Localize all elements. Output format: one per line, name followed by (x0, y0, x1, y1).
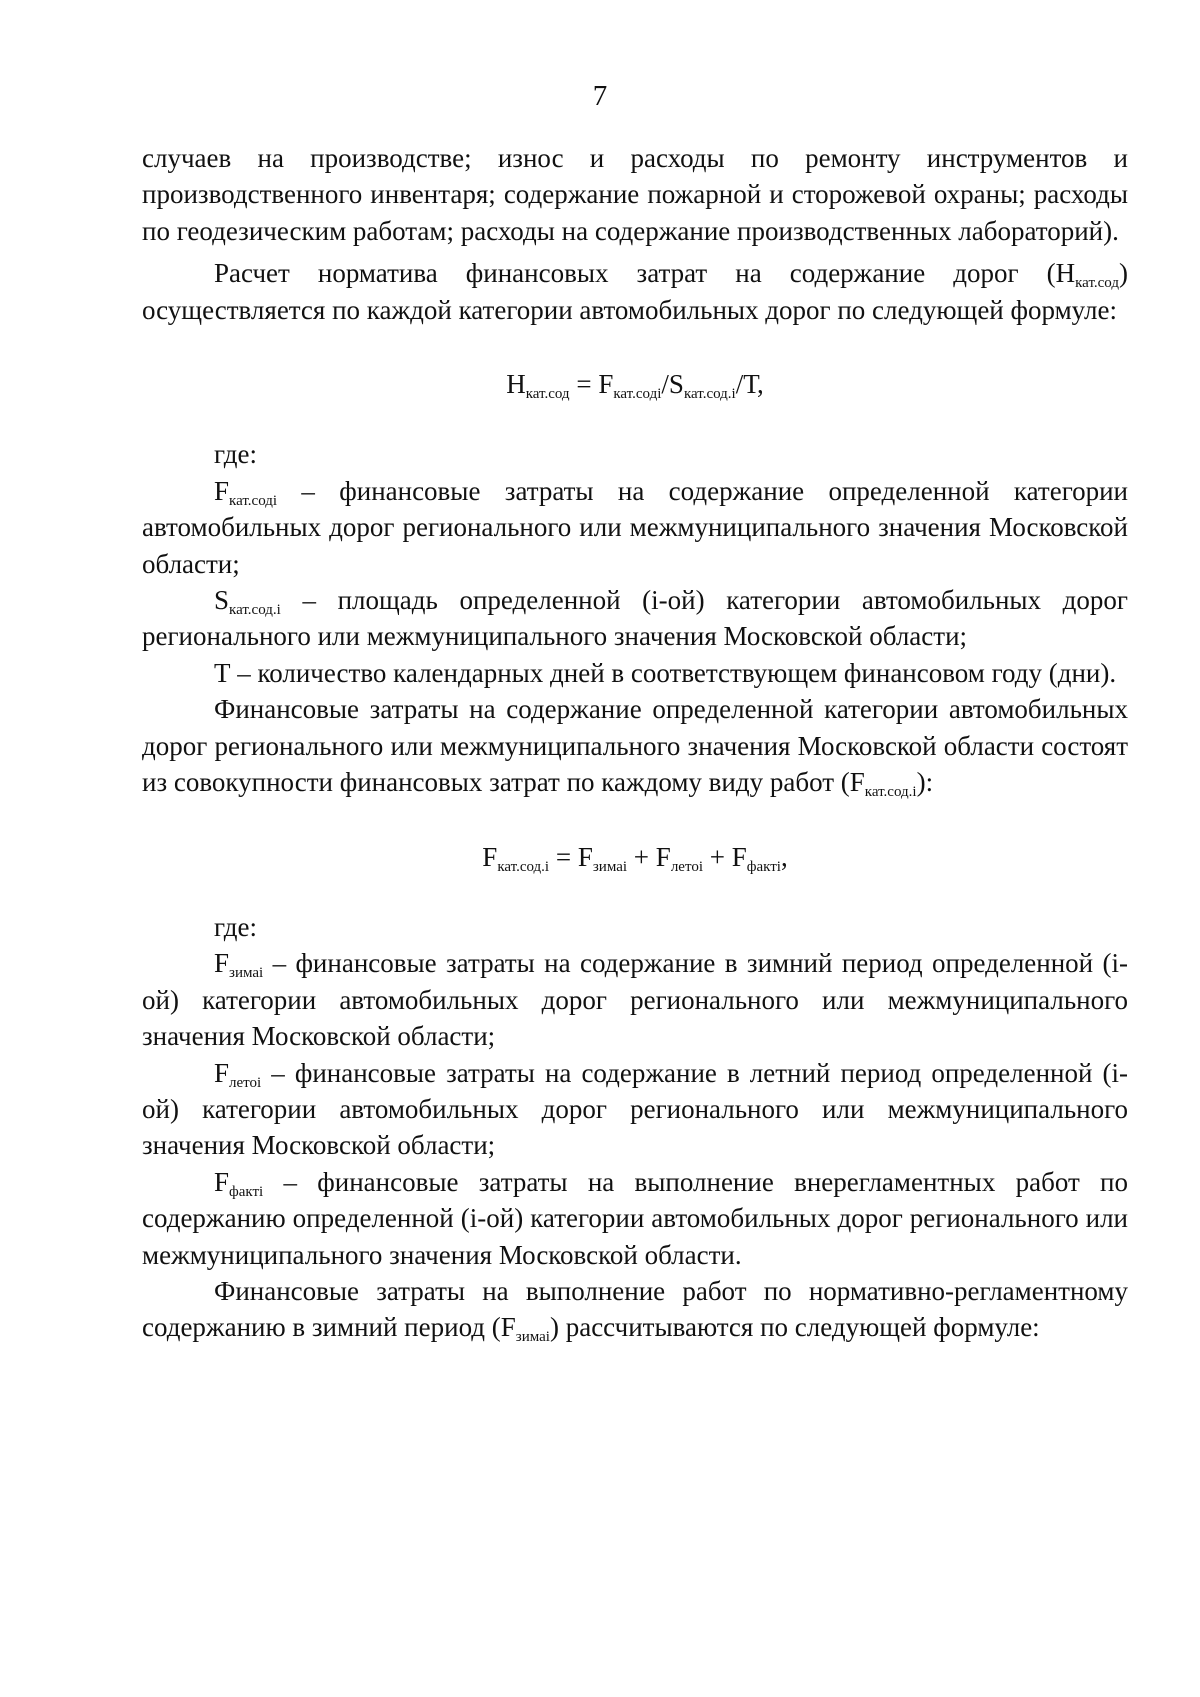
text-span: ): (916, 767, 934, 798)
definition-s-kat-sod (142, 582, 1128, 655)
text-span: Финансовые затраты на выполнение работ по нормативно-регламентному содержанию в зимний период ( (142, 1275, 1128, 1343)
formula-operator: / (661, 369, 669, 400)
subscript: фактi (229, 1183, 264, 1200)
formula-subscript: летоi (670, 858, 703, 875)
text-span: – финансовые затраты на выполнение внерегламентных работ по содержанию определенной (i-ой) категории автомобильных дорог регионального или межмуниципального значения Московской области. (142, 1166, 1128, 1270)
text-span: – финансовые затраты на содержание определенной категории автомобильных дорог регионального или межмуниципального значения Московской области; (142, 475, 1128, 579)
subscript: кат.сод.i (229, 602, 281, 619)
formula-symbol: F (655, 841, 671, 872)
page-number: 7 (592, 80, 608, 112)
formula-operator: = (549, 841, 578, 872)
definition-f-zima (142, 945, 1128, 1054)
text-span: ) осуществляется по каждой категории автомобильных дорог по следующей формуле: (142, 258, 1128, 325)
formula-subscript: кат.сод.i (497, 858, 550, 875)
formula-subscript: зимаi (592, 858, 628, 875)
where-label: где: (214, 911, 257, 942)
formula-operator: + (627, 841, 656, 872)
symbol-s: S (214, 585, 230, 616)
symbol-f: F (849, 767, 865, 798)
definition-f-fakt (142, 1164, 1128, 1273)
formula-subscript: кат.сод (525, 386, 570, 403)
subscript: зимаi (229, 965, 264, 982)
subscript: кат.сод.i (864, 784, 917, 801)
formula-subscript: фактi (746, 858, 781, 875)
paragraph-norm-calculation (142, 255, 1128, 328)
formula-norm (142, 366, 1128, 402)
subscript: зимаi (515, 1329, 550, 1346)
symbol-f: F (214, 475, 230, 506)
definition-f-leto (142, 1055, 1128, 1164)
formula-symbol: F (482, 841, 498, 872)
formula-symbol: S (668, 369, 684, 400)
paragraph-winter-costs (142, 1273, 1128, 1346)
formula-subscript: кат.содi (613, 386, 662, 403)
symbol-f: F (214, 948, 230, 979)
subscript: летоi (229, 1074, 262, 1091)
where-label: где: (214, 439, 257, 470)
document-body (142, 140, 1128, 1346)
subscript: кат.сод (1075, 275, 1119, 292)
definition-f-kat-sod (142, 473, 1128, 582)
formula-symbol: F (731, 841, 747, 872)
subscript: кат.содi (229, 492, 278, 509)
definition-t: Т – количество календарных дней в соответствующем финансовом году (дни). (214, 657, 1117, 688)
symbol-f: F (214, 1166, 230, 1197)
symbol-h: Н (1055, 258, 1076, 289)
formula-operator: + (702, 841, 732, 872)
formula-costs-sum (142, 839, 1128, 875)
text-span: Финансовые затраты на содержание определенной категории автомобильных дорог регионального или межмуниципального значения Московской области состоят из совокупности финансовых затрат по каждому виду работ ( (142, 694, 1128, 798)
text-span: Расчет норматива финансовых затрат на содержание дорог ( (214, 258, 1056, 289)
symbol-f: F (214, 1057, 230, 1088)
formula-operator: , (780, 841, 788, 872)
formula-subscript: кат.сод.i (683, 386, 736, 403)
text-span: ) рассчитываются по следующей формуле: (549, 1312, 1040, 1343)
formula-symbol: F (598, 369, 614, 400)
formula-symbol: F (577, 841, 593, 872)
paragraph-costs-composition (142, 691, 1128, 800)
formula-operator: /Т, (735, 369, 764, 400)
text-span: – площадь определенной (i-ой) категории автомобильных дорог регионального или межмуниципального значения Московской области; (142, 585, 1128, 652)
formula-operator: = (569, 369, 599, 400)
text-span: – финансовые затраты на содержание в зимний период определенной (i-ой) категории автомобильных дорог регионального или межмуниципального значения Московской области; (142, 948, 1128, 1052)
text-span: – финансовые затраты на содержание в летний период определенной (i-ой) категории автомобильных дорог регионального или межмуниципального значения Московской области; (142, 1057, 1128, 1161)
symbol-f: F (500, 1312, 516, 1343)
paragraph-continuation: случаев на производстве; износ и расходы по ремонту инструментов и производственного инвентаря; содержание пожарной и сторожевой охраны; расходы по геодезическим работам; расходы на содержание производственных лабораторий). (142, 143, 1128, 246)
formula-symbol: Н (506, 369, 526, 400)
